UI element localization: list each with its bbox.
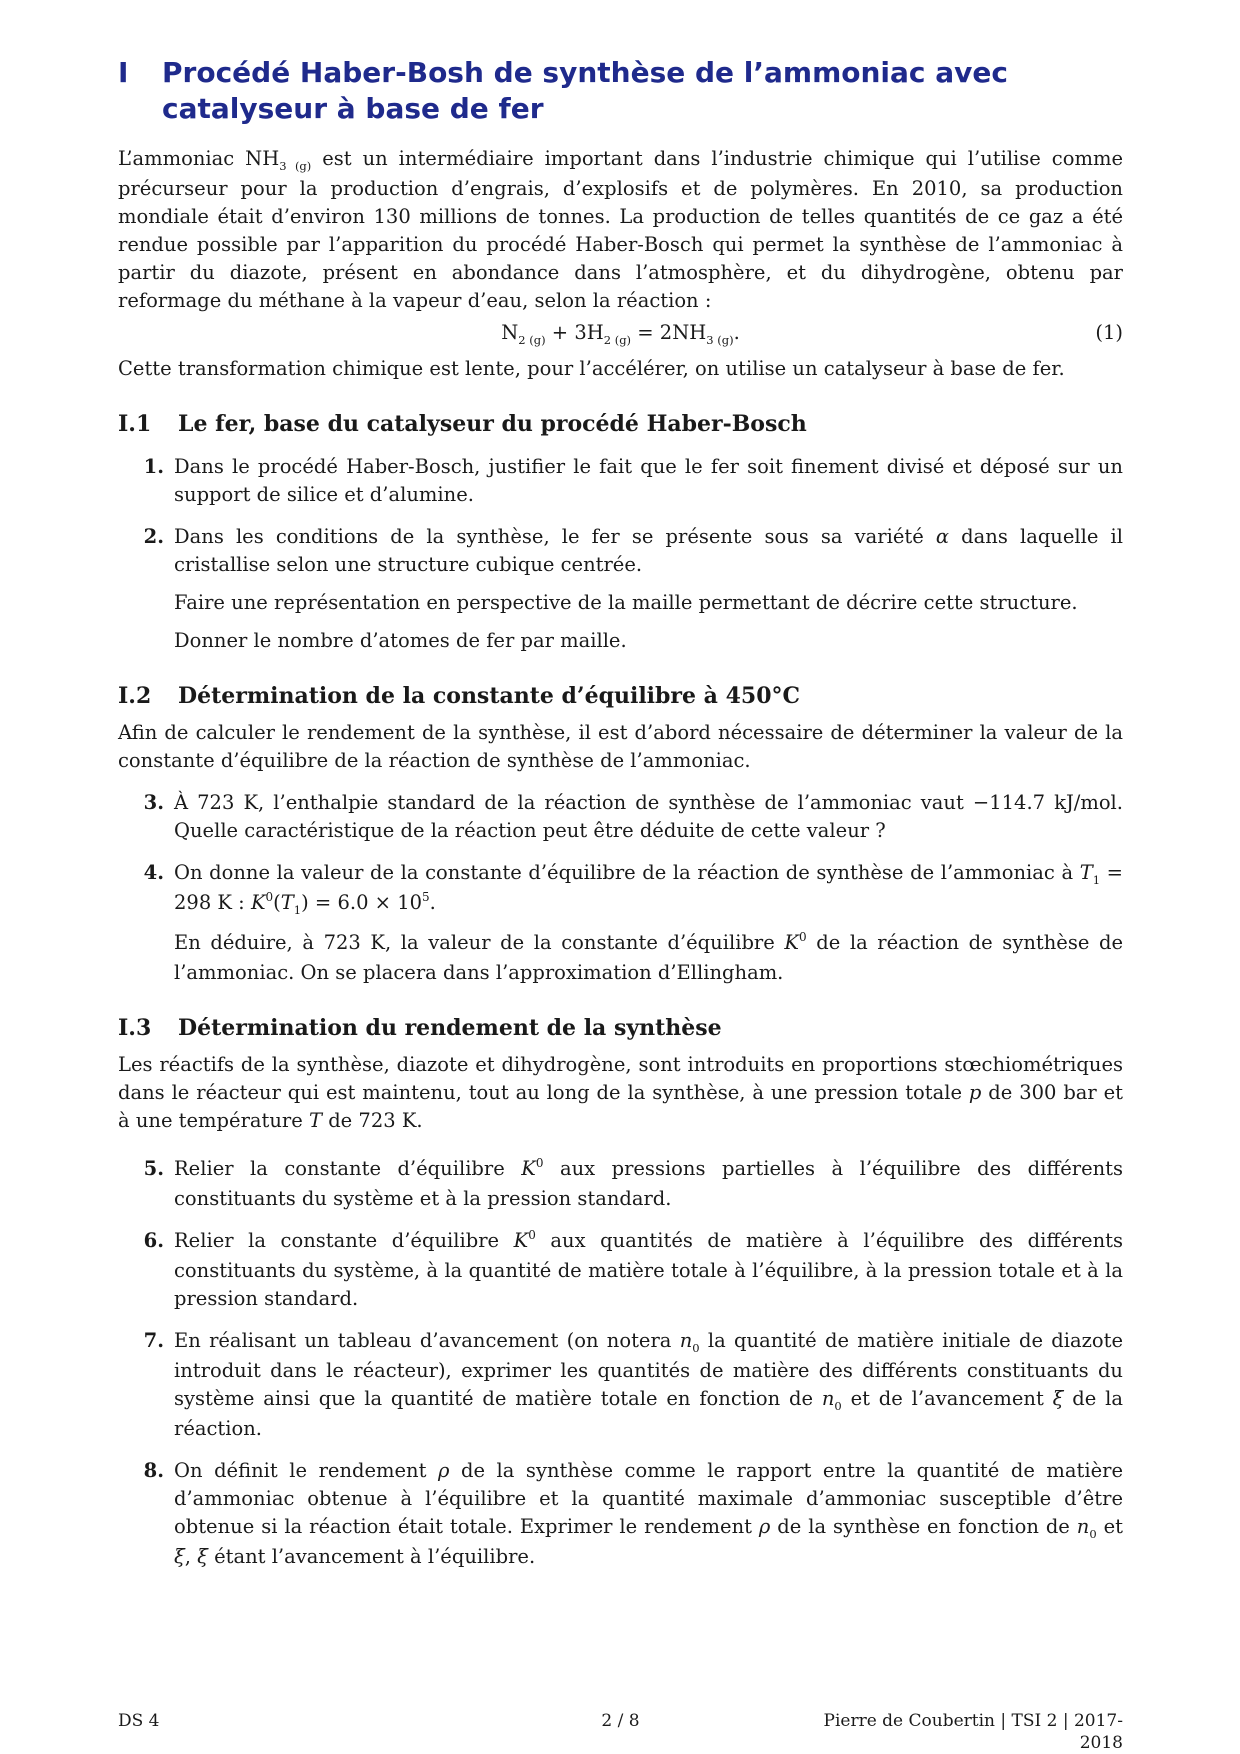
q4-text-c: ( (273, 891, 281, 914)
intro-subscript: 3 (g) (279, 159, 312, 173)
q8-d: et (1096, 1515, 1123, 1538)
k-symbol: K (784, 931, 799, 954)
q7-a: En réalisant un tableau d’avancement (on notera (174, 1329, 680, 1352)
subsection-number: I.3 (118, 1015, 152, 1041)
equation-1 (118, 319, 1123, 349)
t1b-subscript: 1 (293, 903, 302, 917)
question-2 (118, 523, 1123, 655)
q8-a: On définit le rendement (174, 1459, 438, 1482)
eq-n2: N (501, 321, 519, 344)
question-text (174, 1457, 1123, 1571)
t1b-symbol: T (280, 891, 294, 914)
q6-a: Relier la constante d’équilibre (174, 1229, 514, 1252)
n-symbol: n (1076, 1515, 1090, 1538)
question-number: 7. (143, 1329, 164, 1352)
rho-symbol: ρ (437, 1459, 450, 1482)
footer-right: Pierre de Coubertin | TSI 2 | 2017-2018 (823, 1711, 1123, 1753)
k-symbol: K (521, 1157, 536, 1180)
q4-p2-b: de la réaction de synthèse de l’ammoniac. On se placera dans l’approximation d’Ellingham. (174, 931, 1124, 984)
intro-text-a: L’ammoniac NH (118, 147, 280, 170)
q8-e: , (184, 1545, 198, 1568)
page-content (118, 55, 1123, 1571)
eq-nh3-sub: 3 (g) (706, 333, 734, 347)
subsection-intro: Afin de calculer le rendement de la synthèse, il est d’abord nécessaire de déterminer la valeur de la constante d’équilibre de la réaction de synthèse de l’ammoniac. (118, 721, 1123, 772)
subsection-heading-2 (118, 681, 1123, 711)
q7-c: et de l’avancement (841, 1387, 1053, 1410)
q8-f: étant l’avancement à l’équilibre. (207, 1545, 536, 1568)
n-symbol: n (679, 1329, 693, 1352)
question-7 (118, 1327, 1123, 1443)
eq-plus: + 3H (545, 321, 604, 344)
question-text (174, 1155, 1123, 1213)
question-number: 6. (143, 1229, 164, 1252)
k-symbol: K (513, 1229, 529, 1252)
question-text: À 723 K, l’enthalpie standard de la réaction de synthèse de l’ammoniac vaut −114.7 kJ/mol. Quelle caractéristique de la réaction peut être déduite de cette valeur ? (174, 791, 1123, 842)
q4-text-b: = 298 K : (174, 861, 1123, 914)
question-1 (118, 453, 1123, 509)
question-text (174, 1227, 1123, 1313)
question-text-2: Faire une représentation en perspective de la maille permettant de décrire cette structure. (174, 591, 1078, 614)
question-number: 2. (143, 525, 164, 548)
subsection-title: Détermination de la constante d’équilibre à 450°C (178, 683, 801, 709)
k-superscript: 0 (798, 930, 807, 944)
subsection-title: Détermination du rendement de la synthèse (178, 1015, 722, 1041)
t-symbol: T (308, 1109, 322, 1132)
k-superscript: 0 (528, 1228, 536, 1242)
q5-a: Relier la constante d’équilibre (174, 1157, 522, 1180)
eq-h2-sub: 2 (g) (603, 333, 632, 347)
question-text: Dans le procédé Haber-Bosch, justifier le fait que le fer soit finement divisé et déposé sur un support de silice et d’alumine. (174, 455, 1123, 506)
q7-b: la quantité de matière initiale de diazote introduit dans le réacteur), exprimer les quantités de matière des différents constituants du système ainsi que la quantité de matière totale en fonction de (174, 1329, 1124, 1410)
intro-c: de 723 K. (322, 1109, 423, 1132)
intro-paragraph (118, 145, 1123, 315)
question-8 (118, 1457, 1123, 1571)
footer-left: DS 4 (118, 1711, 160, 1731)
n-subscript: 0 (692, 1341, 700, 1355)
page-footer (118, 1710, 1123, 1754)
t1-symbol: T (1079, 861, 1093, 884)
alpha-symbol: α (935, 525, 950, 548)
intro-b: de 300 bar et à une température (118, 1081, 1124, 1132)
exponent: 5 (422, 890, 430, 904)
n-subscript: 0 (834, 1399, 842, 1413)
q6-b: aux quantités de matière à l’équilibre des différents constituants du système, à la quantité de matière totale à l’équilibre, à la pression totale et à la pression standard. (174, 1229, 1123, 1310)
rho-symbol: ρ (758, 1515, 771, 1538)
question-4 (118, 859, 1123, 987)
subsection-heading-3 (118, 1013, 1123, 1043)
subsection-intro (118, 1051, 1123, 1135)
q8-c: de la synthèse en fonction de (770, 1515, 1077, 1538)
subsection-number: I.2 (118, 683, 152, 709)
question-text (174, 1327, 1123, 1443)
subsection-title: Le fer, base du catalyseur du procédé Haber-Bosch (178, 411, 807, 437)
intro-text-b: est un intermédiaire important dans l’industrie chimique qui l’utilise comme précurseur pour la production d’engrais, d’explosifs et de polymères. En 2010, sa production mondiale était d’environ 130 millions de tonnes. La production de telles quantités de ce gaz a été rendue possible par l’apparition du procédé Haber-Bosch qui permet la synthèse de l’ammoniac à partir du diazote, présent en abondance dans l’atmosphère, et du dihydrogène, obtenu par reformage du méthane à la vapeur d’eau, selon la réaction : (118, 147, 1123, 312)
subsection-heading-1 (118, 409, 1123, 439)
t1-subscript: 1 (1092, 873, 1101, 887)
q4-text-a: On donne la valeur de la constante d’équilibre de la réaction de synthèse de l’ammoniac à (174, 861, 1080, 884)
question-text-2 (174, 929, 1123, 987)
question-number: 5. (143, 1157, 164, 1180)
question-text-3: Donner le nombre d’atomes de fer par maille. (174, 629, 627, 652)
eq-equals: = 2NH (631, 321, 707, 344)
eq-n2-sub: 2 (g) (518, 333, 546, 347)
question-number: 1. (143, 455, 164, 478)
subsection-number: I.1 (118, 411, 152, 437)
intro-paragraph-2: Cette transformation chimique est lente, pour l’accélérer, on utilise un catalyseur à base de fer. (118, 357, 1065, 380)
question-number: 4. (143, 861, 164, 884)
q4-p2-a: En déduire, à 723 K, la valeur de la constante d’équilibre (174, 931, 785, 954)
question-text (174, 523, 1123, 579)
k-superscript: 0 (535, 1156, 544, 1170)
p-symbol: p (968, 1081, 982, 1104)
q2-text-b: dans laquelle il cristallise selon une structure cubique centrée. (174, 525, 1123, 576)
q5-b: aux pressions partielles à l’équilibre des différents constituants du système et à la pression standard. (174, 1157, 1124, 1210)
question-number: 8. (143, 1459, 164, 1482)
equation-body (501, 319, 740, 349)
q7-d: de la réaction. (174, 1387, 1123, 1440)
question-number: 3. (143, 791, 164, 814)
n-symbol: n (821, 1387, 835, 1410)
q8-b: de la synthèse comme le rapport entre la quantité de matière d’ammoniac obtenue à l’équilibre et la quantité maximale d’ammoniac susceptible d’être obtenue si la réaction était totale. Exprimer le rendement (174, 1459, 1123, 1538)
k-symbol: K (250, 891, 266, 914)
section-title: Procédé Haber-Bosh de synthèse de l’ammoniac avec catalyseur à base de fer (162, 56, 1009, 125)
xi-symbol: ξ (1052, 1387, 1064, 1410)
n-subscript: 0 (1089, 1527, 1097, 1541)
question-5 (118, 1155, 1123, 1213)
equation-number: (1) (1095, 321, 1123, 344)
section-heading (118, 55, 1123, 127)
eq-end: . (733, 321, 740, 344)
xi-symbol: ξ (174, 1545, 185, 1568)
q4-text-d: ) = 6.0 × 10 (301, 891, 423, 914)
question-3 (118, 789, 1123, 845)
xi-symbol: ξ (197, 1545, 208, 1568)
question-text (174, 859, 1123, 919)
page-number: 2 / 8 (601, 1711, 640, 1731)
section-number: I (118, 56, 129, 89)
q4-text-e: . (429, 891, 436, 914)
intro-a: Les réactifs de la synthèse, diazote et dihydrogène, sont introduits en proportions stœchiométriques dans le réacteur qui est maintenu, tout au long de la synthèse, à une pression totale (118, 1053, 1123, 1104)
q2-text-a: Dans les conditions de la synthèse, le fer se présente sous sa variété (174, 525, 936, 548)
question-6 (118, 1227, 1123, 1313)
k-superscript: 0 (265, 890, 274, 904)
